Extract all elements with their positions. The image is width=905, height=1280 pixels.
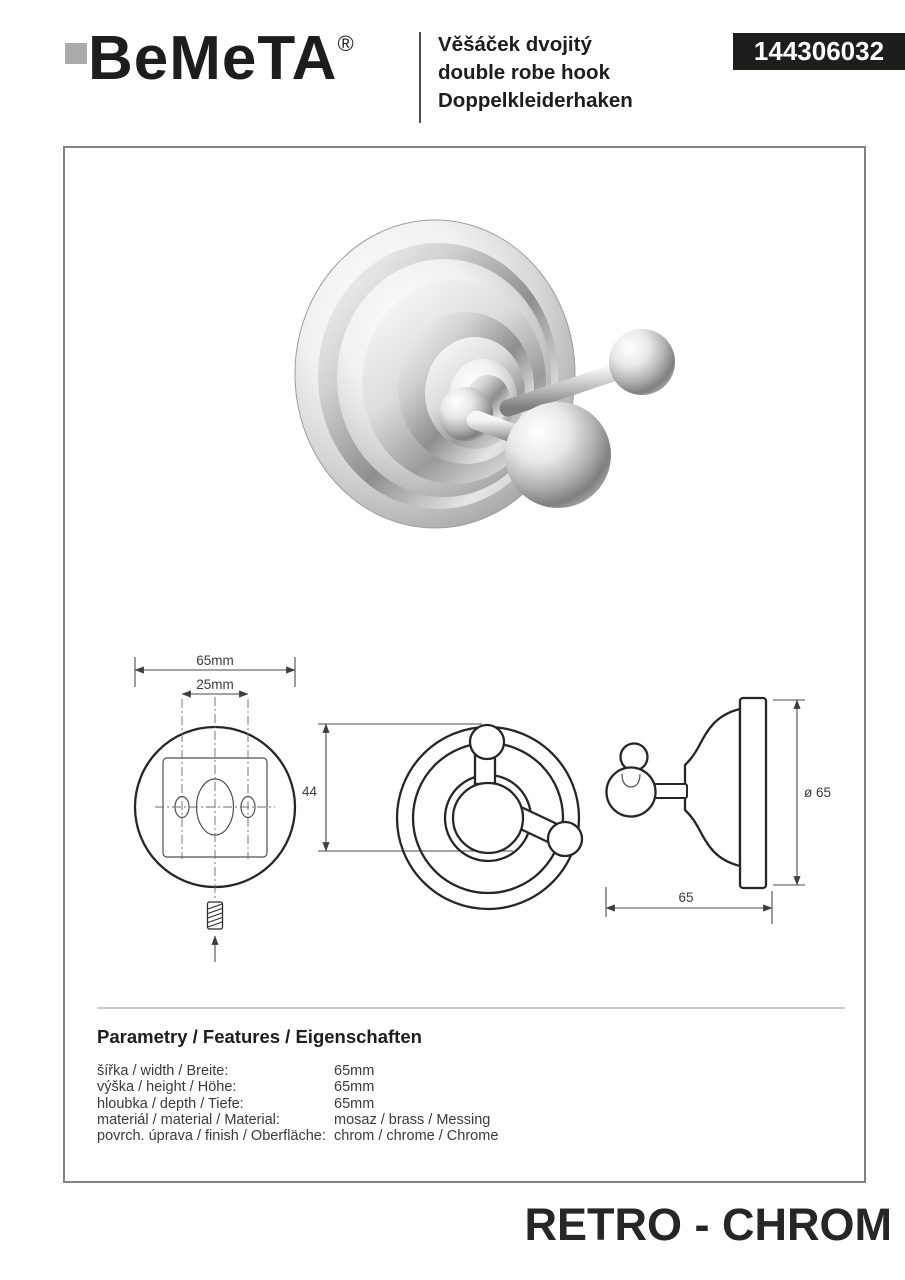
side-small-ball: [621, 744, 648, 771]
brand-logo: [88, 24, 354, 93]
table-row: [97, 1079, 498, 1095]
param-label: hloubka / depth / Tiefe:: [97, 1095, 244, 1112]
product-code-badge: 144306032: [733, 33, 905, 70]
mounting-screw: [208, 902, 223, 962]
param-value: 65mm: [334, 1079, 375, 1096]
param-value: 65mm: [334, 1063, 375, 1079]
series-name: RETRO - CHROM: [524, 1199, 892, 1250]
logo-square: [65, 43, 87, 64]
product-photo: [268, 200, 688, 540]
front-hook-ball: [505, 402, 611, 508]
product-title-en: double robe hook: [438, 61, 610, 84]
upper-ball: [470, 725, 504, 759]
table-row: [97, 1112, 498, 1128]
upper-hook-ball: [609, 329, 675, 395]
param-label: povrch. úprava / finish / Oberfläche:: [97, 1128, 326, 1145]
dim-diameter-65: ø 65: [804, 785, 832, 800]
dim-height-44: 44: [301, 784, 317, 799]
param-label: výška / height / Höhe:: [97, 1079, 237, 1096]
drawing-front-hook-view: [397, 725, 582, 909]
lower-ball: [548, 822, 582, 856]
parameters-heading: Parametry / Features / Eigenschaften: [97, 1026, 422, 1047]
param-label: materiál / material / Material:: [97, 1111, 280, 1128]
table-row: [97, 1063, 498, 1079]
parameters-table: [97, 1063, 498, 1144]
header-divider: [419, 32, 421, 123]
side-big-ball: [607, 768, 656, 817]
param-value: mosaz / brass / Messing: [334, 1111, 491, 1128]
hub: [453, 783, 523, 853]
param-label: šířka / width / Breite:: [97, 1063, 229, 1079]
product-title-cs: Věšáček dvojitý: [438, 33, 592, 56]
dim-width-65mm: 65mm: [196, 653, 234, 668]
table-row: [97, 1128, 498, 1144]
param-value: 65mm: [334, 1095, 375, 1112]
section-divider: [97, 1007, 845, 1009]
technical-drawings: [85, 645, 860, 975]
dim-depth-65: 65: [678, 890, 694, 905]
param-value: chrom / chrome / Chrome: [334, 1128, 499, 1145]
dim-holes-25mm: 25mm: [196, 677, 234, 692]
side-plate: [740, 698, 766, 888]
table-row: [97, 1096, 498, 1112]
product-titles: [438, 31, 633, 115]
registered-trademark-icon: ®: [337, 31, 354, 56]
drawing-side-view: [606, 698, 831, 924]
centerlines: [155, 697, 275, 899]
bell-profile: [685, 709, 740, 866]
brand-logo-text: BeMeTA: [88, 24, 338, 93]
product-title-de: Doppelkleiderhaken: [438, 89, 633, 112]
